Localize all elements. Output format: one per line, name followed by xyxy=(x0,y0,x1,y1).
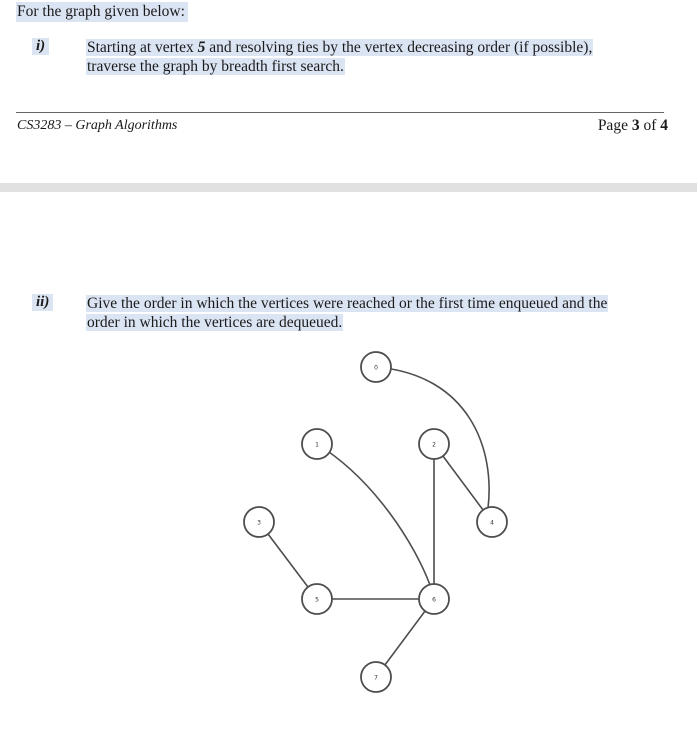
vertex-1 xyxy=(302,429,332,459)
question-ii-text-line1: Give the order in which the vertices were reached or the first time enqueued and the xyxy=(87,295,608,312)
vertex-5 xyxy=(302,584,332,614)
vertex-4 xyxy=(477,507,507,537)
start-vertex: 5 xyxy=(197,39,206,56)
vertex-label: 3 xyxy=(257,519,261,527)
vertex-label: 1 xyxy=(315,441,319,449)
vertex-label: 4 xyxy=(490,519,494,527)
question-ii-text-line2: order in which the vertices are dequeued. xyxy=(87,314,343,331)
vertex-label: 6 xyxy=(432,596,436,604)
intro-text: For the graph given below: xyxy=(16,2,188,22)
vertex-6 xyxy=(419,584,449,614)
question-i-text-line2: traverse the graph by breadth first search. xyxy=(87,58,344,75)
question-ii-label: ii) xyxy=(32,294,53,311)
vertex-label: 5 xyxy=(315,596,319,604)
question-i-text-post: and resolving ties by the vertex decreasing order (if possible), xyxy=(205,39,593,56)
page-number: Page 3 of 4 xyxy=(597,117,668,134)
vertex-7 xyxy=(361,662,391,692)
question-i-text-pre: Starting at vertex xyxy=(87,39,198,56)
vertex-label: 2 xyxy=(432,441,436,449)
vertex-0 xyxy=(361,352,391,382)
vertex-label: 0 xyxy=(374,364,378,372)
vertex-2 xyxy=(419,429,449,459)
vertex-label: 7 xyxy=(374,674,378,682)
vertex-3 xyxy=(244,507,274,537)
question-i-label: i) xyxy=(32,38,49,55)
edge-1-6 xyxy=(315,441,430,585)
course-title: CS3283 – Graph Algorithms xyxy=(17,118,178,133)
